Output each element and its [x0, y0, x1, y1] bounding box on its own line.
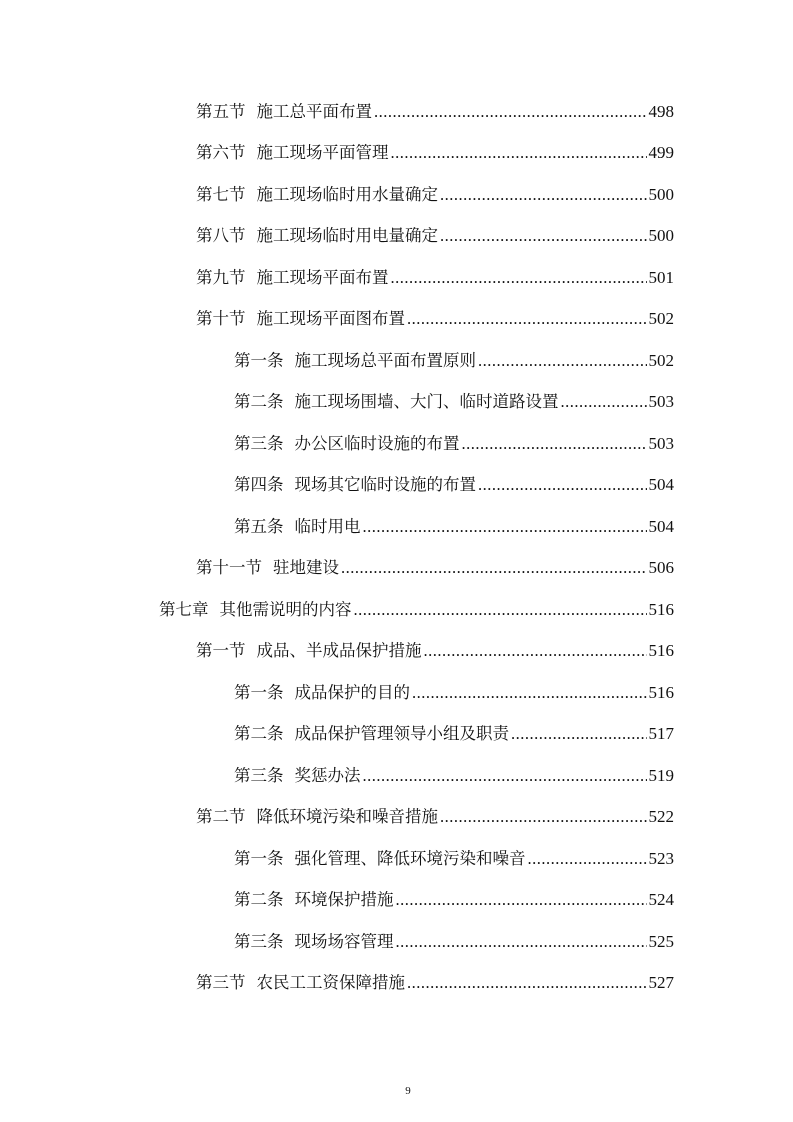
toc-entry-number: 第三条: [234, 931, 284, 951]
toc-dot-leader: [440, 185, 647, 205]
toc-entry[interactable]: [0, 878, 793, 920]
toc-entry-title: 成品保护的目的: [294, 682, 410, 702]
toc-entry-page: 506: [648, 558, 674, 578]
toc-entry[interactable]: [0, 504, 793, 546]
toc-entry-number: 第七节: [196, 184, 246, 204]
toc-entry[interactable]: [0, 712, 793, 754]
toc-entry-title: 农民工工资保障措施: [256, 973, 405, 993]
toc-entry-title: 施工现场围墙、大门、临时道路设置: [294, 392, 559, 412]
toc-entry-page: 525: [648, 931, 674, 951]
toc-entry[interactable]: [0, 421, 793, 463]
toc-entry-page: 503: [648, 392, 674, 412]
toc-entry-page: 516: [648, 682, 674, 702]
toc-entry-number: 第一条: [234, 350, 284, 370]
toc-entry-line: [196, 98, 674, 122]
toc-entry-number: 第七章: [159, 599, 209, 619]
toc-entry-title: 施工现场平面管理: [256, 143, 389, 163]
toc-entry-page: 522: [648, 807, 674, 827]
toc-entry-title: 施工现场总平面布置原则: [294, 350, 476, 370]
toc-entry-line: [196, 554, 674, 578]
toc-entry-number: 第一条: [234, 848, 284, 868]
toc-entry-number: 第五条: [234, 516, 284, 536]
toc-dot-leader: [374, 102, 647, 122]
toc-entry-title: 成品、半成品保护措施: [256, 641, 422, 661]
toc-entry-page: 516: [648, 599, 674, 619]
toc-entry-line: [234, 430, 674, 454]
toc-entry[interactable]: [0, 255, 793, 297]
toc-entry-number: 第十一节: [196, 558, 262, 578]
toc-entry[interactable]: [0, 753, 793, 795]
toc-entry-title: 施工现场临时用水量确定: [256, 184, 438, 204]
toc-entry-title: 办公区临时设施的布置: [294, 433, 460, 453]
toc-entry-page: 527: [648, 973, 674, 993]
toc-dot-leader: [363, 766, 647, 786]
toc-entry-line: [234, 928, 674, 952]
toc-entry[interactable]: [0, 587, 793, 629]
toc-entry-number: 第一条: [234, 682, 284, 702]
toc-dot-leader: [478, 475, 647, 495]
toc-entry[interactable]: [0, 919, 793, 961]
toc-entry-page: 517: [648, 724, 674, 744]
toc-dot-leader: [354, 600, 647, 620]
toc-entry-line: [234, 388, 674, 412]
toc-entry-line: [234, 762, 674, 786]
toc-dot-leader: [341, 558, 647, 578]
toc-dot-leader: [396, 932, 647, 952]
toc-dot-leader: [440, 226, 647, 246]
toc-entry-title: 现场场容管理: [294, 931, 394, 951]
toc-entry-line: [196, 139, 674, 163]
toc-dot-leader: [391, 268, 647, 288]
toc-entry-line: [196, 637, 674, 661]
toc-entry-page: 501: [648, 267, 674, 287]
toc-entry-title: 施工现场平面布置: [256, 267, 389, 287]
toc-entry-line: [234, 347, 674, 371]
toc-entry[interactable]: [0, 629, 793, 671]
toc-entry-page: 524: [648, 890, 674, 910]
toc-entry-number: 第一节: [196, 641, 246, 661]
toc-entry-page: 498: [648, 101, 674, 121]
toc-entry-number: 第三节: [196, 973, 246, 993]
toc-dot-leader: [462, 434, 647, 454]
toc-dot-leader: [407, 309, 647, 329]
toc-entry[interactable]: [0, 380, 793, 422]
toc-entry-page: 502: [648, 309, 674, 329]
toc-entry-number: 第三条: [234, 433, 284, 453]
toc-dot-leader: [424, 641, 647, 661]
toc-entry-title: 其他需说明的内容: [219, 599, 352, 619]
table-of-contents: [0, 89, 793, 1002]
toc-entry[interactable]: [0, 670, 793, 712]
toc-entry-page: 504: [648, 475, 674, 495]
toc-entry-line: [234, 720, 674, 744]
toc-entry-page: 500: [648, 184, 674, 204]
toc-dot-leader: [478, 351, 647, 371]
page-number: 9: [405, 1085, 411, 1097]
toc-entry-line: [234, 886, 674, 910]
toc-entry[interactable]: [0, 463, 793, 505]
toc-entry-number: 第二条: [234, 890, 284, 910]
toc-entry-title: 奖惩办法: [294, 765, 361, 785]
toc-entry-number: 第六节: [196, 143, 246, 163]
toc-entry-title: 施工现场平面图布置: [256, 309, 405, 329]
toc-entry-title: 成品保护管理领导小组及职责: [294, 724, 509, 744]
toc-entry-number: 第二条: [234, 392, 284, 412]
toc-entry[interactable]: [0, 546, 793, 588]
toc-entry-line: [234, 845, 674, 869]
toc-entry-line: [196, 181, 674, 205]
toc-entry-line: [234, 513, 674, 537]
toc-entry-title: 施工总平面布置: [256, 101, 372, 121]
toc-entry-line: [196, 305, 674, 329]
toc-entry-line: [234, 679, 674, 703]
toc-entry-number: 第三条: [234, 765, 284, 785]
toc-entry[interactable]: [0, 89, 793, 131]
toc-entry-line: [159, 596, 674, 620]
toc-entry[interactable]: [0, 836, 793, 878]
toc-entry-line: [234, 471, 674, 495]
toc-entry[interactable]: [0, 131, 793, 173]
toc-entry[interactable]: [0, 338, 793, 380]
toc-entry-title: 临时用电: [294, 516, 361, 536]
toc-entry-number: 第八节: [196, 226, 246, 246]
toc-entry-page: 499: [648, 143, 674, 163]
toc-entry-title: 环境保护措施: [294, 890, 394, 910]
toc-entry-line: [196, 803, 674, 827]
toc-dot-leader: [440, 807, 647, 827]
toc-entry-title: 施工现场临时用电量确定: [256, 226, 438, 246]
toc-entry-line: [196, 969, 674, 993]
toc-entry-page: 503: [648, 433, 674, 453]
toc-entry[interactable]: [0, 214, 793, 256]
toc-entry-title: 现场其它临时设施的布置: [294, 475, 476, 495]
toc-entry-title: 驻地建设: [273, 558, 339, 578]
toc-entry-page: 504: [648, 516, 674, 536]
toc-entry[interactable]: [0, 961, 793, 1003]
toc-entry-page: 502: [648, 350, 674, 370]
toc-entry-number: 第二节: [196, 807, 246, 827]
toc-entry[interactable]: [0, 795, 793, 837]
toc-entry-line: [196, 264, 674, 288]
toc-entry-line: [196, 222, 674, 246]
toc-dot-leader: [528, 849, 647, 869]
toc-entry-number: 第二条: [234, 724, 284, 744]
toc-entry-number: 第九节: [196, 267, 246, 287]
toc-entry[interactable]: [0, 297, 793, 339]
toc-entry-title: 降低环境污染和噪音措施: [256, 807, 438, 827]
toc-entry-number: 第五节: [196, 101, 246, 121]
toc-entry-number: 第四条: [234, 475, 284, 495]
toc-dot-leader: [363, 517, 647, 537]
toc-entry[interactable]: [0, 172, 793, 214]
toc-entry-page: 519: [648, 765, 674, 785]
toc-entry-page: 523: [648, 848, 674, 868]
toc-dot-leader: [391, 143, 647, 163]
toc-dot-leader: [407, 973, 647, 993]
toc-dot-leader: [412, 683, 647, 703]
toc-dot-leader: [511, 724, 647, 744]
toc-entry-number: 第十节: [196, 309, 246, 329]
toc-dot-leader: [396, 890, 647, 910]
toc-entry-page: 516: [648, 641, 674, 661]
toc-dot-leader: [561, 392, 647, 412]
toc-entry-page: 500: [648, 226, 674, 246]
toc-entry-title: 强化管理、降低环境污染和噪音: [294, 848, 526, 868]
